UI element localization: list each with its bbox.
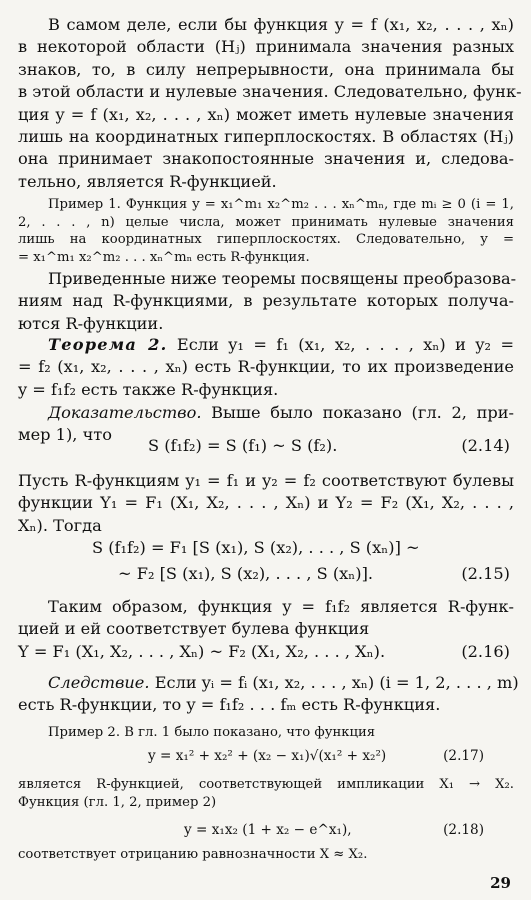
proof-text: Выше было показано (гл. 2, при- (211, 403, 514, 422)
text-line: 2, . . . , n) целые числа, может принимать нулевые значения (18, 214, 514, 230)
text-line: мер 1), что (18, 425, 112, 445)
text-line: есть R-функции, то y = f₁f₂ . . . fₘ есть R-функция. (18, 695, 441, 715)
text-line (18, 334, 514, 356)
text-line: функции Y₁ = F₁ (X₁, X₂, . . . , Xₙ) и Y₂ = F₂ (X₁, X₂, . . . , (18, 493, 514, 513)
equation-2-17 (18, 744, 514, 768)
text-line: y = f₁f₂ есть также R-функция. (18, 379, 279, 399)
text-line: Приведенные ниже теоремы посвящены преобразова- (48, 269, 517, 288)
text-line: = f₂ (x₁, x₂, . . . , xₙ) есть R-функции, то их произведение (18, 357, 514, 377)
proof-label: Доказательство. (48, 403, 202, 422)
equation-body: ~ F₂ [S (x₁), S (x₂), . . . , S (xₙ)]. (118, 564, 374, 583)
text-line: она принимает знакопостоянные значения и, следова- (18, 149, 514, 169)
text-line: в этой области и нулевые значения. Следовательно, функ- (18, 82, 522, 102)
equation-body: y = x₁² + x₂² + (x₂ − x₁)√(x₁² + x₂²) (148, 748, 387, 764)
example-2-middle (18, 776, 514, 811)
text-line: Таким образом, функция y = f₁f₂ является R-функ- (48, 597, 514, 616)
theorem-text: Если y₁ = f₁ (x₁, x₂, . . . , xₙ) и y₂ = (176, 335, 515, 354)
theorem-label: Теорема 2. (48, 335, 168, 354)
equation-number: (2.14) (461, 436, 510, 455)
text-line: ция y = f (x₁, x₂, . . . , xₙ) может иметь нулевые значения (18, 104, 514, 124)
text-line: в некоторой области (Hⱼ) принимала значения разных (18, 37, 514, 57)
equation-number: (2.17) (443, 748, 484, 764)
page-number: 29 (490, 874, 511, 892)
text-line: лишь на координатных гиперплоскостях. Следовательно, y = (18, 232, 514, 248)
text-line: лишь на координатных гиперплоскостях. В областях (Hⱼ) (18, 127, 514, 147)
corollary (18, 672, 519, 717)
corollary-label: Следствие. (48, 673, 150, 692)
paragraph-3 (18, 470, 514, 537)
theorem-2 (18, 334, 514, 401)
equation-2-15-line-1 (18, 536, 514, 560)
text-line: Пример 1. Функция y = x₁^m₁ x₂^m₂ . . . xₙ^mₙ, где mᵢ ≥ 0 (i = 1, (48, 197, 514, 212)
text-line: Функция (гл. 1, 2, пример 2) (18, 794, 217, 810)
paragraph-4 (18, 596, 514, 641)
paragraph-1 (18, 14, 522, 193)
text-line: цией и ей соответствует булева функция (18, 619, 370, 639)
equation-2-16 (18, 640, 514, 664)
text-line (18, 672, 519, 694)
example-2-end (18, 846, 514, 864)
text-line: Пример 2. В гл. 1 было показано, что функция (48, 725, 376, 740)
example-2-intro (18, 724, 514, 742)
equation-2-14 (18, 434, 514, 458)
equation-body: y = x₁x₂ (1 + x₂ − e^x₁), (184, 822, 352, 838)
text-line (18, 402, 514, 424)
text-line: Xₙ). Тогда (18, 515, 102, 535)
equation-number: (2.15) (461, 564, 510, 583)
equation-body: Y = F₁ (X₁, X₂, . . . , Xₙ) ~ F₂ (X₁, X₂, . . . , Xₙ). (18, 642, 386, 661)
text-line: является R-функцией, соответствующей импликации X₁ → X₂. (18, 777, 514, 792)
text-line: знаков, то, в силу непрерывности, она принимала бы (18, 59, 514, 79)
equation-body: S (f₁f₂) = F₁ [S (x₁), S (x₂), . . . , S (xₙ)] ~ (92, 538, 420, 557)
equation-2-15-line-2 (18, 562, 514, 586)
equation-2-18 (18, 818, 514, 842)
text-line: = x₁^m₁ x₂^m₂ . . . xₙ^mₙ есть R-функция. (18, 249, 310, 265)
equation-number: (2.18) (443, 822, 484, 838)
text-line: В самом деле, если бы функция y = f (x₁, x₂, . . . , xₙ) (48, 15, 514, 34)
text-line: соответствует отрицанию равнозначности X ≈ X₂. (18, 847, 368, 862)
text-line: ются R-функции. (18, 313, 164, 333)
example-1 (18, 196, 514, 266)
paragraph-2 (18, 268, 517, 335)
text-line: ниям над R-функциями, в результате которых получа- (18, 291, 514, 311)
text-line: Пусть R-функциям y₁ = f₁ и y₂ = f₂ соответствуют булевы (18, 471, 514, 490)
equation-number: (2.16) (461, 642, 510, 661)
text-line: тельно, является R-функцией. (18, 171, 277, 191)
equation-body: S (f₁f₂) = S (f₁) ~ S (f₂). (148, 436, 338, 455)
corollary-text: Если yᵢ = fᵢ (x₁, x₂, . . . , xₙ) (i = 1, 2, . . . , m) (154, 673, 519, 692)
